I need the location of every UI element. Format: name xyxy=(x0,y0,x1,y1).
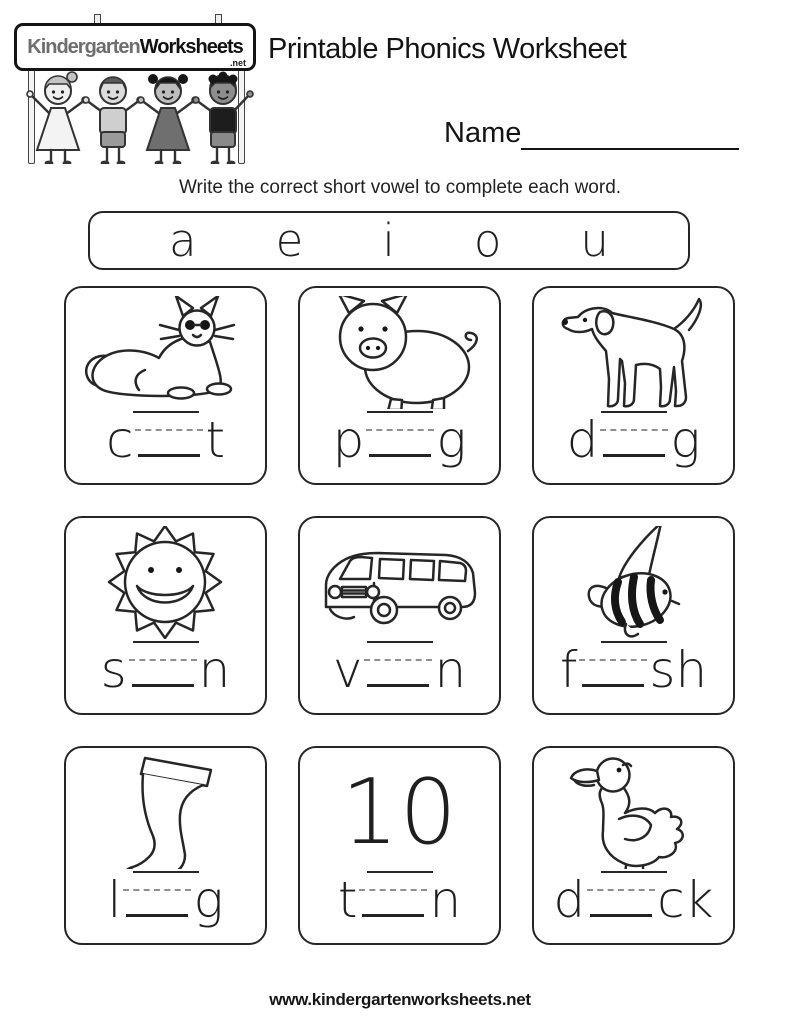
vowel-blank[interactable] xyxy=(582,659,644,687)
vowel-o: o xyxy=(473,214,502,267)
onset-letters: s xyxy=(100,641,127,699)
vowel-blank[interactable] xyxy=(362,889,424,917)
leg-image xyxy=(72,756,259,869)
logo-kids-illustration xyxy=(10,64,262,164)
picture-base-line xyxy=(133,411,199,413)
vowel-u: u xyxy=(580,214,609,267)
vowel-blank[interactable] xyxy=(369,429,431,457)
word-card-duck xyxy=(532,746,735,945)
coda-letters: t xyxy=(205,411,226,469)
vowel-blank[interactable] xyxy=(126,889,188,917)
coda-letters: g xyxy=(436,411,467,469)
coda-letters: n xyxy=(198,641,231,699)
vowel-blank[interactable] xyxy=(132,659,194,687)
word-card-leg xyxy=(64,746,267,945)
coda-letters: g xyxy=(193,871,224,929)
word-row xyxy=(566,411,701,473)
logo-brand-text: KindergartenWorksheets xyxy=(27,35,243,58)
picture-base-line xyxy=(367,641,433,643)
name-write-line[interactable] xyxy=(521,116,739,150)
vowel-blank[interactable] xyxy=(590,889,652,917)
onset-letters: d xyxy=(566,411,599,469)
onset-letters: f xyxy=(559,641,578,699)
vowel-a: a xyxy=(169,214,197,267)
pig-image xyxy=(306,296,493,409)
word-card-sun xyxy=(64,516,267,715)
onset-letters: c xyxy=(105,411,134,469)
vowel-blank[interactable] xyxy=(367,659,429,687)
coda-letters: g xyxy=(670,411,701,469)
vowel-blank[interactable] xyxy=(603,429,665,457)
instruction-text: Write the correct short vowel to complete each word. xyxy=(178,177,622,198)
word-card-fish xyxy=(532,516,735,715)
logo-banner xyxy=(14,23,256,71)
picture-base-line xyxy=(133,871,199,873)
dog-image xyxy=(540,296,727,409)
sun-image xyxy=(72,526,259,639)
vowel-e: e xyxy=(275,214,304,267)
duck-image xyxy=(540,756,727,869)
van-image xyxy=(306,526,493,639)
onset-letters: d xyxy=(553,871,586,929)
onset-letters: t xyxy=(337,871,358,929)
word-card-grid xyxy=(64,286,735,945)
name-label: Name xyxy=(444,117,522,149)
onset-letters: p xyxy=(332,411,365,469)
word-row xyxy=(105,411,226,473)
word-card-ten xyxy=(298,746,501,945)
word-card-cat xyxy=(64,286,267,485)
vowel-blank[interactable] xyxy=(138,429,200,457)
name-row xyxy=(444,116,739,150)
coda-letters: n xyxy=(429,871,462,929)
logo-net-suffix: .net xyxy=(229,58,246,68)
ten-numeral: 10 xyxy=(341,759,458,865)
word-row xyxy=(559,641,708,703)
site-logo xyxy=(10,12,262,164)
word-row xyxy=(100,641,231,703)
picture-base-line xyxy=(367,411,433,413)
fish-image xyxy=(540,526,727,639)
word-row xyxy=(332,411,467,473)
onset-letters: l xyxy=(107,871,122,929)
coda-letters: sh xyxy=(649,641,708,699)
cat-image xyxy=(72,296,259,409)
picture-base-line xyxy=(133,641,199,643)
website-url: www.kindergartenworksheets.net xyxy=(269,990,531,1009)
vowel-i: i xyxy=(382,214,395,267)
word-row xyxy=(332,641,467,703)
word-row xyxy=(337,871,462,933)
onset-letters: v xyxy=(332,641,363,699)
coda-letters: ck xyxy=(657,871,714,929)
word-card-pig xyxy=(298,286,501,485)
word-row xyxy=(553,871,714,933)
picture-base-line xyxy=(367,871,433,873)
picture-base-line xyxy=(601,411,667,413)
coda-letters: n xyxy=(434,641,467,699)
page-title: Printable Phonics Worksheet xyxy=(268,33,627,65)
word-card-van xyxy=(298,516,501,715)
ten-image xyxy=(306,756,493,869)
word-card-dog xyxy=(532,286,735,485)
word-row xyxy=(107,871,224,933)
vowel-bank xyxy=(88,211,690,270)
